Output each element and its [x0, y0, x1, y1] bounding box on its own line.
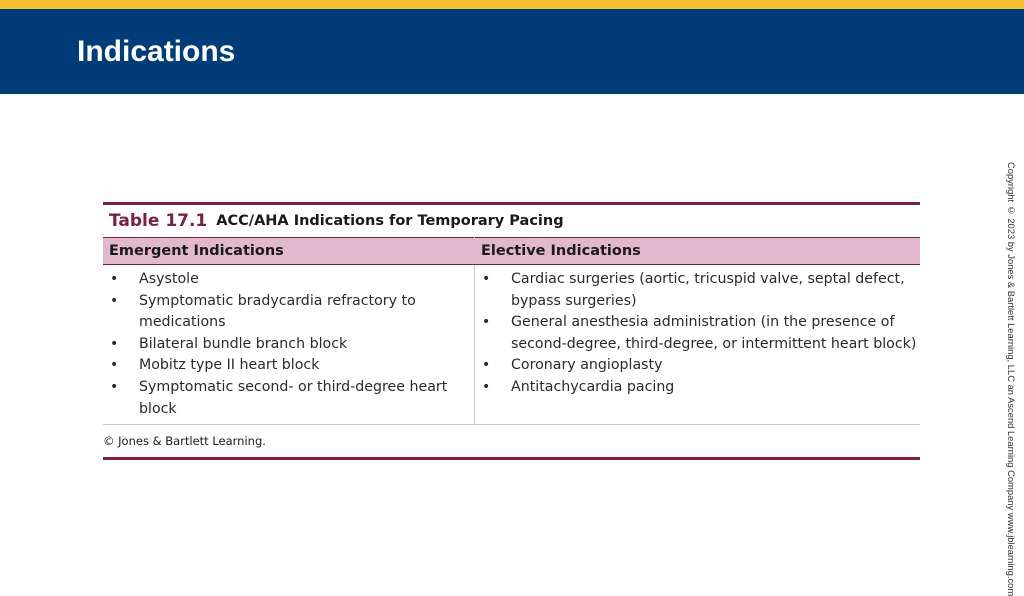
bullet-icon: •: [110, 292, 119, 309]
bullet-icon: •: [110, 271, 119, 287]
slide-header: [0, 9, 1024, 94]
list-item: [475, 269, 920, 312]
list-item: [475, 312, 920, 355]
indications-table: [103, 237, 920, 424]
list-item-text: Coronary angioplasty: [511, 357, 663, 374]
column-header-emergent: Emergent Indications: [103, 238, 475, 265]
figure-bottom-rule: [103, 457, 920, 460]
list-item-text: Bilateral bundle branch block: [139, 335, 348, 352]
slide-title: Indications: [77, 35, 236, 68]
table-caption-text: ACC/AHA Indications for Temporary Pacing: [216, 213, 564, 229]
elective-list: [475, 269, 920, 399]
list-item: [103, 355, 474, 377]
list-item: [103, 377, 474, 420]
copyright-notice: Copyright © 2023 by Jones & Bartlett Learning, LLC an Ascend Learning Company www.jblearning.com: [1006, 162, 1017, 596]
table-row: [103, 265, 920, 425]
list-item: [475, 377, 920, 399]
table-source-credit: © Jones & Bartlett Learning.: [103, 434, 266, 449]
list-item-text: Cardiac surgeries (aortic, tricuspid valve, septal defect, bypass surgeries): [511, 271, 905, 309]
elective-indications-cell: [475, 265, 921, 425]
table-caption: [103, 205, 920, 237]
list-item-text: Mobitz type II heart block: [139, 357, 320, 374]
bullet-icon: •: [482, 357, 491, 374]
list-item-text: General anesthesia administration (in the presence of second-degree, third-degree, or intermittent heart block): [511, 314, 917, 352]
bullet-icon: •: [110, 378, 119, 395]
list-item: [103, 334, 474, 356]
bullet-icon: •: [482, 314, 491, 331]
indications-table-figure: [103, 202, 920, 460]
top-accent-stripe: [0, 0, 1024, 9]
list-item-text: Symptomatic second- or third-degree heart block: [139, 378, 448, 417]
emergent-indications-cell: [103, 265, 475, 425]
table-number: Table 17.1: [109, 211, 208, 231]
bullet-icon: •: [482, 378, 491, 395]
list-item-text: Symptomatic bradycardia refractory to medications: [139, 292, 416, 331]
list-item: [103, 269, 474, 291]
emergent-list: [103, 269, 474, 420]
bullet-icon: •: [482, 271, 491, 287]
list-item-text: Asystole: [139, 271, 199, 287]
table-header-row: [103, 238, 920, 265]
column-header-elective: Elective Indications: [475, 238, 921, 265]
bullet-icon: •: [110, 335, 119, 352]
list-item: [103, 291, 474, 334]
bullet-icon: •: [110, 357, 119, 374]
list-item: [475, 355, 920, 377]
list-item-text: Antitachycardia pacing: [511, 378, 675, 395]
